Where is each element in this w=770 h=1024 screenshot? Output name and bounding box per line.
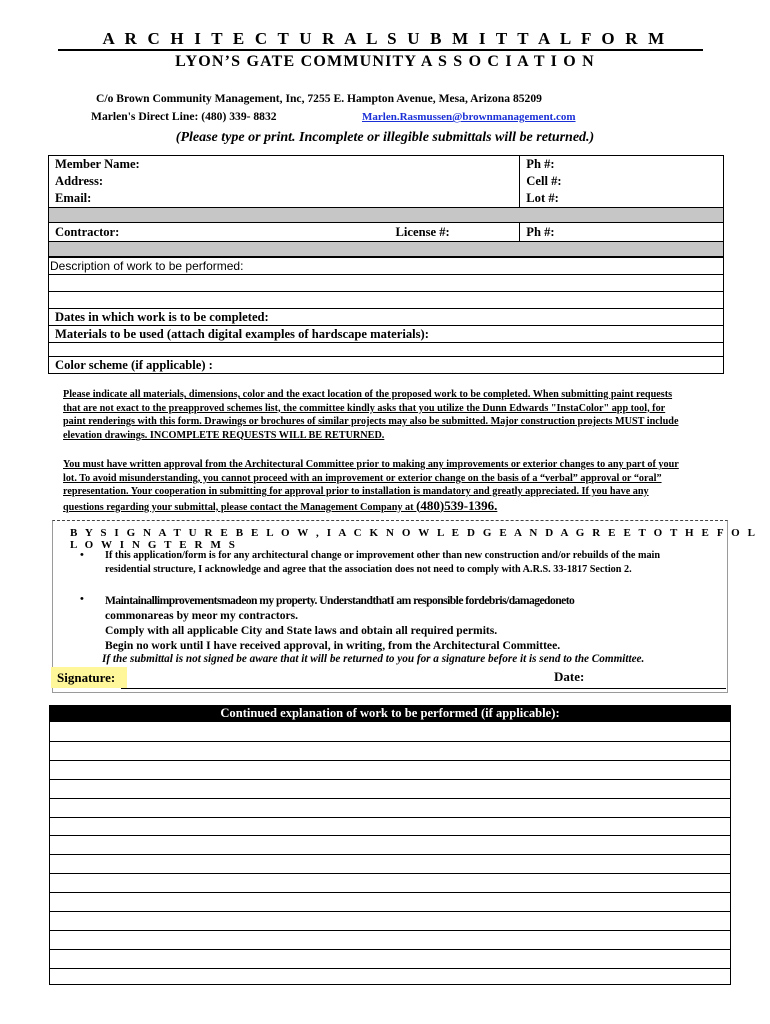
member-phone-label: Ph #:	[526, 156, 555, 171]
title-divider	[58, 49, 703, 51]
dates-field[interactable]	[49, 309, 724, 326]
ruled-line[interactable]	[50, 817, 730, 818]
instructions-note: (Please type or print. Incomplete or illegible submittals will be returned.)	[175, 130, 595, 145]
management-address: C/o Brown Community Management, Inc, 7255 E. Hampton Avenue, Mesa, Arizona 85209	[96, 92, 542, 105]
member-phone-field[interactable]	[520, 156, 724, 173]
signature-warning: If the submittal is not signed be aware that it will be returned to you for a signature before it is send to the Committee.	[102, 653, 645, 665]
terms-item-2-line-3: Comply with all applicable City and State laws and obtain all required permits.	[105, 624, 498, 637]
ruled-line[interactable]	[50, 798, 730, 799]
continued-lines[interactable]	[49, 721, 731, 985]
ruled-line[interactable]	[50, 741, 730, 742]
cell-label: Cell #:	[526, 173, 562, 188]
address-label: Address:	[55, 173, 104, 188]
ruled-line[interactable]	[50, 949, 730, 950]
ruled-line[interactable]	[50, 835, 730, 836]
description-line[interactable]	[49, 292, 724, 309]
email-label: Email:	[55, 190, 92, 205]
color-scheme-field[interactable]	[49, 357, 724, 374]
color-scheme-label: Color scheme (if applicable) :	[55, 357, 213, 372]
materials-line[interactable]	[49, 343, 724, 357]
contact-email-link[interactable]: Marlen.Rasmussen@brownmanagement.com	[362, 111, 576, 123]
management-phone: (480)539-1396.	[416, 497, 498, 513]
gray-separator	[49, 242, 724, 257]
materials-label: Materials to be used (attach digital examples of hardscape materials):	[55, 326, 429, 341]
ruled-line[interactable]	[50, 854, 730, 855]
terms-item-2-line-4: Begin no work until I have received approval, in writing, from the Architectural Committee.	[105, 639, 561, 652]
bullet-icon: •	[80, 593, 84, 605]
license-label: License #:	[395, 224, 450, 239]
ruled-line[interactable]	[50, 930, 730, 931]
terms-item-2	[105, 593, 705, 653]
ruled-line[interactable]	[50, 911, 730, 912]
lot-label: Lot #:	[526, 190, 559, 205]
contractor-field[interactable]	[49, 223, 520, 242]
ruled-line[interactable]	[50, 892, 730, 893]
association-name: LYON’S GATE COMMUNITY A S S O C I A T I O N	[175, 53, 595, 70]
materials-instructions: Please indicate all materials, dimensions, color and the exact location of the proposed work to be completed. When submitting paint requests that are not exact to the preapproved schemes list, the committee kindly asks that you utilize the Dunn Edwards "InstaColor" app tool, for paint renderings with this form. Drawings or brochures of similar projects may also be submitted. Major construction projects MUST include elevation drawings. INCOMPLETE REQUESTS WILL BE RETURNED.	[63, 389, 679, 441]
gray-separator	[49, 208, 724, 223]
terms-item-1: If this application/form is for any architectural change or improvement other than new construction and/or rebuilds of the main residential structure, I acknowledge and agree that the association does not need to comply with A.R.S. 33-1817 Section 2.	[105, 550, 661, 575]
member-info-table	[48, 155, 724, 257]
contractor-label: Contractor:	[55, 224, 120, 239]
terms-item-2-line-1: Maintainallimprovementsmadeon my property. UnderstandthatI am responsible fordebris/damagedoneto	[105, 594, 575, 607]
description-label: Description of work to be performed:	[50, 259, 244, 273]
description-line[interactable]	[49, 275, 724, 292]
approval-text: You must have written approval from the Architectural Committee prior to making any improvements or exterior changes to any part of your lot. To avoid misunderstanding, you cannot proceed with an improvement or exterior change on the basis of a “verbal” approval or “oral” representation. Your cooperation in submitting for approval prior to installation is mandatory and greatly appreciated. If you have any questions regarding your submittal, please contact the Management Company at	[63, 459, 679, 513]
direct-line: Marlen's Direct Line: (480) 339- 8832	[91, 110, 277, 123]
member-name-field[interactable]	[49, 156, 520, 173]
dates-label: Dates in which work is to be completed:	[55, 309, 269, 324]
work-description-table	[48, 257, 724, 374]
ruled-line[interactable]	[50, 873, 730, 874]
email-field[interactable]	[49, 190, 520, 208]
signature-field[interactable]	[121, 688, 726, 689]
materials-field[interactable]	[49, 326, 724, 343]
ruled-line[interactable]	[50, 760, 730, 761]
continued-heading: Continued explanation of work to be performed (if applicable):	[49, 705, 731, 721]
contractor-phone-label: Ph #:	[526, 224, 555, 239]
terms-item-2-line-2: commonareas by meor my contractors.	[105, 609, 299, 622]
terms-heading: B Y S I G N A T U R E B E L O W , I A C K N O W L E D G E A N D A G R E E T O T H E F O L L O W I N G T E R M S	[70, 527, 757, 551]
signature-label: Signature:	[51, 667, 127, 688]
bullet-icon: •	[80, 549, 84, 561]
cell-field[interactable]	[520, 173, 724, 190]
contractor-phone-field[interactable]	[520, 223, 724, 242]
description-field[interactable]	[49, 258, 724, 275]
form-title: A R C H I T E C T U R A L S U B M I T T A L F O R M	[102, 29, 668, 48]
approval-instructions	[63, 458, 683, 514]
date-label: Date:	[554, 669, 585, 684]
ruled-line[interactable]	[50, 779, 730, 780]
address-field[interactable]	[49, 173, 520, 190]
lot-field[interactable]	[520, 190, 724, 208]
member-name-label: Member Name:	[55, 156, 140, 171]
ruled-line[interactable]	[50, 968, 730, 969]
